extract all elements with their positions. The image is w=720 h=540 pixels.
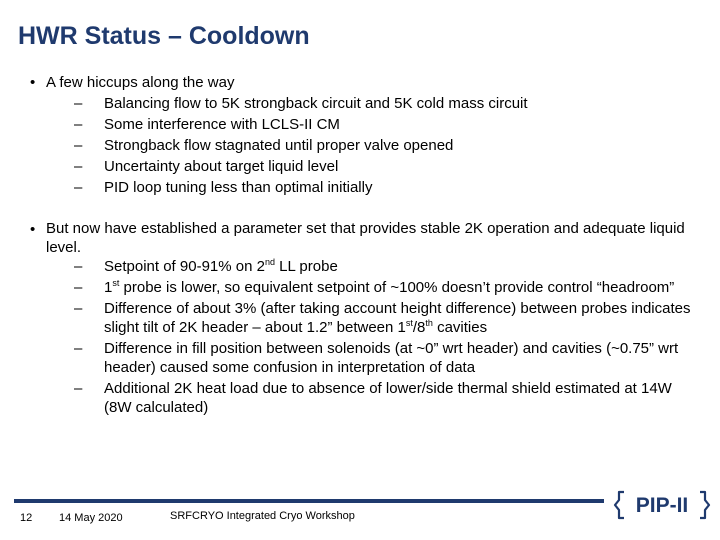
sub-item (74, 278, 696, 297)
sub-item-text: 1st probe is lower, so equivalent setpoint of ~100% doesn’t provide control “headroom” (104, 278, 675, 296)
dash-icon: – (74, 258, 83, 275)
sub-item-text: Some interference with LCLS-II CM (104, 116, 340, 133)
sub-item-text: Difference of about 3% (after taking account height difference) between probes indicates slight tilt of 2K header – about 1.2” between 1st/8th cavities (104, 300, 691, 336)
dash-icon: – (74, 116, 83, 133)
sub-item-text: Uncertainty about target liquid level (104, 158, 339, 175)
sub-item-text: Balancing flow to 5K strongback circuit and 5K cold mass circuit (104, 95, 528, 112)
footer-date: 14 May 2020 (59, 512, 123, 524)
bullet-1-text: A few hiccups along the way (46, 74, 235, 91)
footer-divider (14, 499, 604, 503)
dash-icon: – (74, 340, 83, 357)
dash-icon: – (74, 279, 83, 296)
footer-conference: SRFCRYO Integrated Cryo Workshop (170, 510, 355, 522)
pip-ii-logo (612, 480, 712, 530)
dash-icon: – (74, 300, 83, 317)
sub-item (74, 257, 696, 276)
sub-item (74, 299, 696, 337)
sub-item (74, 114, 696, 135)
sub-item-text: PID loop tuning less than optimal initially (104, 179, 373, 196)
sub-item-text: Strongback flow stagnated until proper valve opened (104, 137, 454, 154)
sub-item (74, 339, 696, 377)
sub-item (74, 135, 696, 156)
page-number: 12 (20, 512, 33, 524)
bullet-2-text: But now have established a parameter set that provides stable 2K operation and adequate liquid level. (46, 220, 685, 256)
sub-item (74, 379, 696, 417)
dash-icon: – (74, 380, 83, 397)
sub-item (74, 156, 696, 177)
slide-body (0, 72, 720, 417)
bullet-icon: • (30, 74, 36, 91)
sub-item (74, 177, 696, 198)
dash-icon: – (74, 137, 83, 154)
bullet-2 (0, 219, 720, 417)
bullet-2-sublist (74, 257, 696, 417)
sub-item-text: Setpoint of 90-91% on 2nd LL probe (104, 257, 338, 275)
dash-icon: – (74, 95, 83, 112)
slide-title: HWR Status – Cooldown (18, 22, 310, 50)
sub-item (74, 93, 696, 114)
sub-item-text: Difference in fill position between solenoids (at ~0” wrt header) and cavities (~0.75” wrt header) caused some confusion in interpretation of data (104, 340, 679, 376)
dash-icon: – (74, 158, 83, 175)
bullet-icon: • (30, 221, 36, 238)
dash-icon: – (74, 179, 83, 196)
sub-item-text: Additional 2K heat load due to absence of lower/side thermal shield estimated at 14W (8W calculated) (104, 380, 672, 416)
logo-text: PIP-II (635, 494, 689, 517)
bullet-1-sublist (74, 93, 696, 198)
bullet-1 (0, 72, 720, 198)
